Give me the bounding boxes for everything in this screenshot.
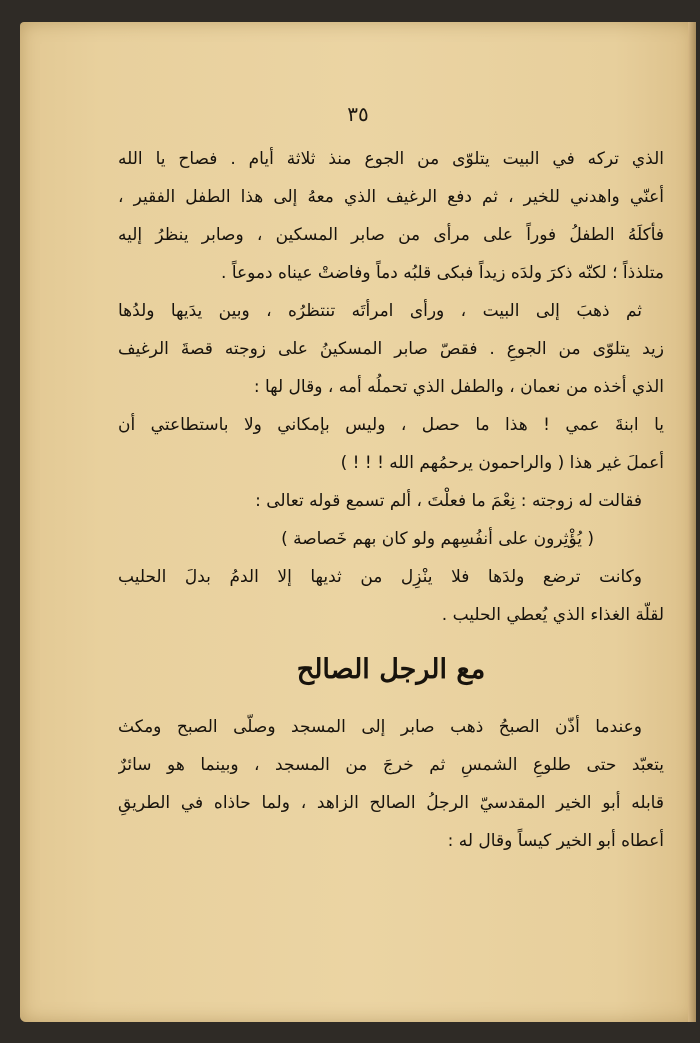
text-line: ثم ذهبَ إلى البيت ، ورأى امرأتَه تنتظرُه ، وبين يدَيها ولدُها bbox=[118, 301, 642, 321]
body-text bbox=[118, 140, 664, 860]
text-line: زيد يتلوّى من الجوعِ . فقصّ صابر المسكينُ على زوجته قصةَ الرغيف bbox=[118, 339, 664, 359]
text-line: أعطاه أبو الخير كيساً وقال له : bbox=[447, 831, 664, 851]
page-edge bbox=[688, 22, 696, 1022]
text-line: فأكلَهُ الطفلُ فوراً على مرأى من صابر المسكين ، وصابر ينظرُ إليه bbox=[118, 225, 664, 245]
section-heading: مع الرجل الصالح bbox=[296, 654, 486, 685]
text-line: أعنّي واهدني للخير ، ثم دفع الرغيف الذي معهُ إلى هذا الطفل الفقير ، bbox=[118, 187, 664, 207]
text-line: فقالت له زوجته : نِعْمَ ما فعلْتَ ، ألم تسمع قوله تعالى : bbox=[255, 491, 642, 511]
text-line: أعملَ غير هذا ( والراحمون يرحمُهم الله ! ! ! ) bbox=[340, 453, 664, 473]
text-line: وعندما أذّن الصبحُ ذهب صابر إلى المسجد وصلّى الصبح ومكث bbox=[118, 717, 642, 737]
text-line: يا ابنةَ عمي ! هذا ما حصل ، وليس بإمكاني ولا باستطاعتي أن bbox=[118, 415, 664, 435]
page-number: ٣٥ bbox=[347, 102, 369, 126]
text-line: قابله أبو الخير المقدسيّ الرجلُ الصالح الزاهد ، ولما حاذاه في الطريقِ bbox=[118, 793, 664, 813]
text-line: وكانت ترضع ولدَها فلا ينْزِل من ثديها إلا الدمُ بدلَ الحليب bbox=[118, 567, 642, 587]
text-line: لقلّة الغذاء الذي يُعطي الحليب . bbox=[441, 605, 664, 625]
quran-verse: ( يُؤْثِرون على أنفُسِهم ولو كان بهم خَصاصة ) bbox=[281, 529, 594, 549]
text-line: متلذذاً ؛ لكنّه ذكرَ ولدَه زيداً فبكى قلبُه دماً وفاضتْ عيناه دموعاً . bbox=[221, 263, 664, 283]
paper-sheet bbox=[20, 22, 696, 1022]
text-line: يتعبّد حتى طلوعِ الشمسِ ثم خرجَ من المسجد ، وبينما هو سائرٌ bbox=[118, 755, 664, 775]
text-line: الذي أخذه من نعمان ، والطفل الذي تحملُه أمه ، وقال لها : bbox=[253, 377, 664, 397]
text-line: الذي تركه في البيت يتلوّى من الجوع منذ ثلاثة أيام . فصاح يا الله bbox=[118, 149, 664, 169]
